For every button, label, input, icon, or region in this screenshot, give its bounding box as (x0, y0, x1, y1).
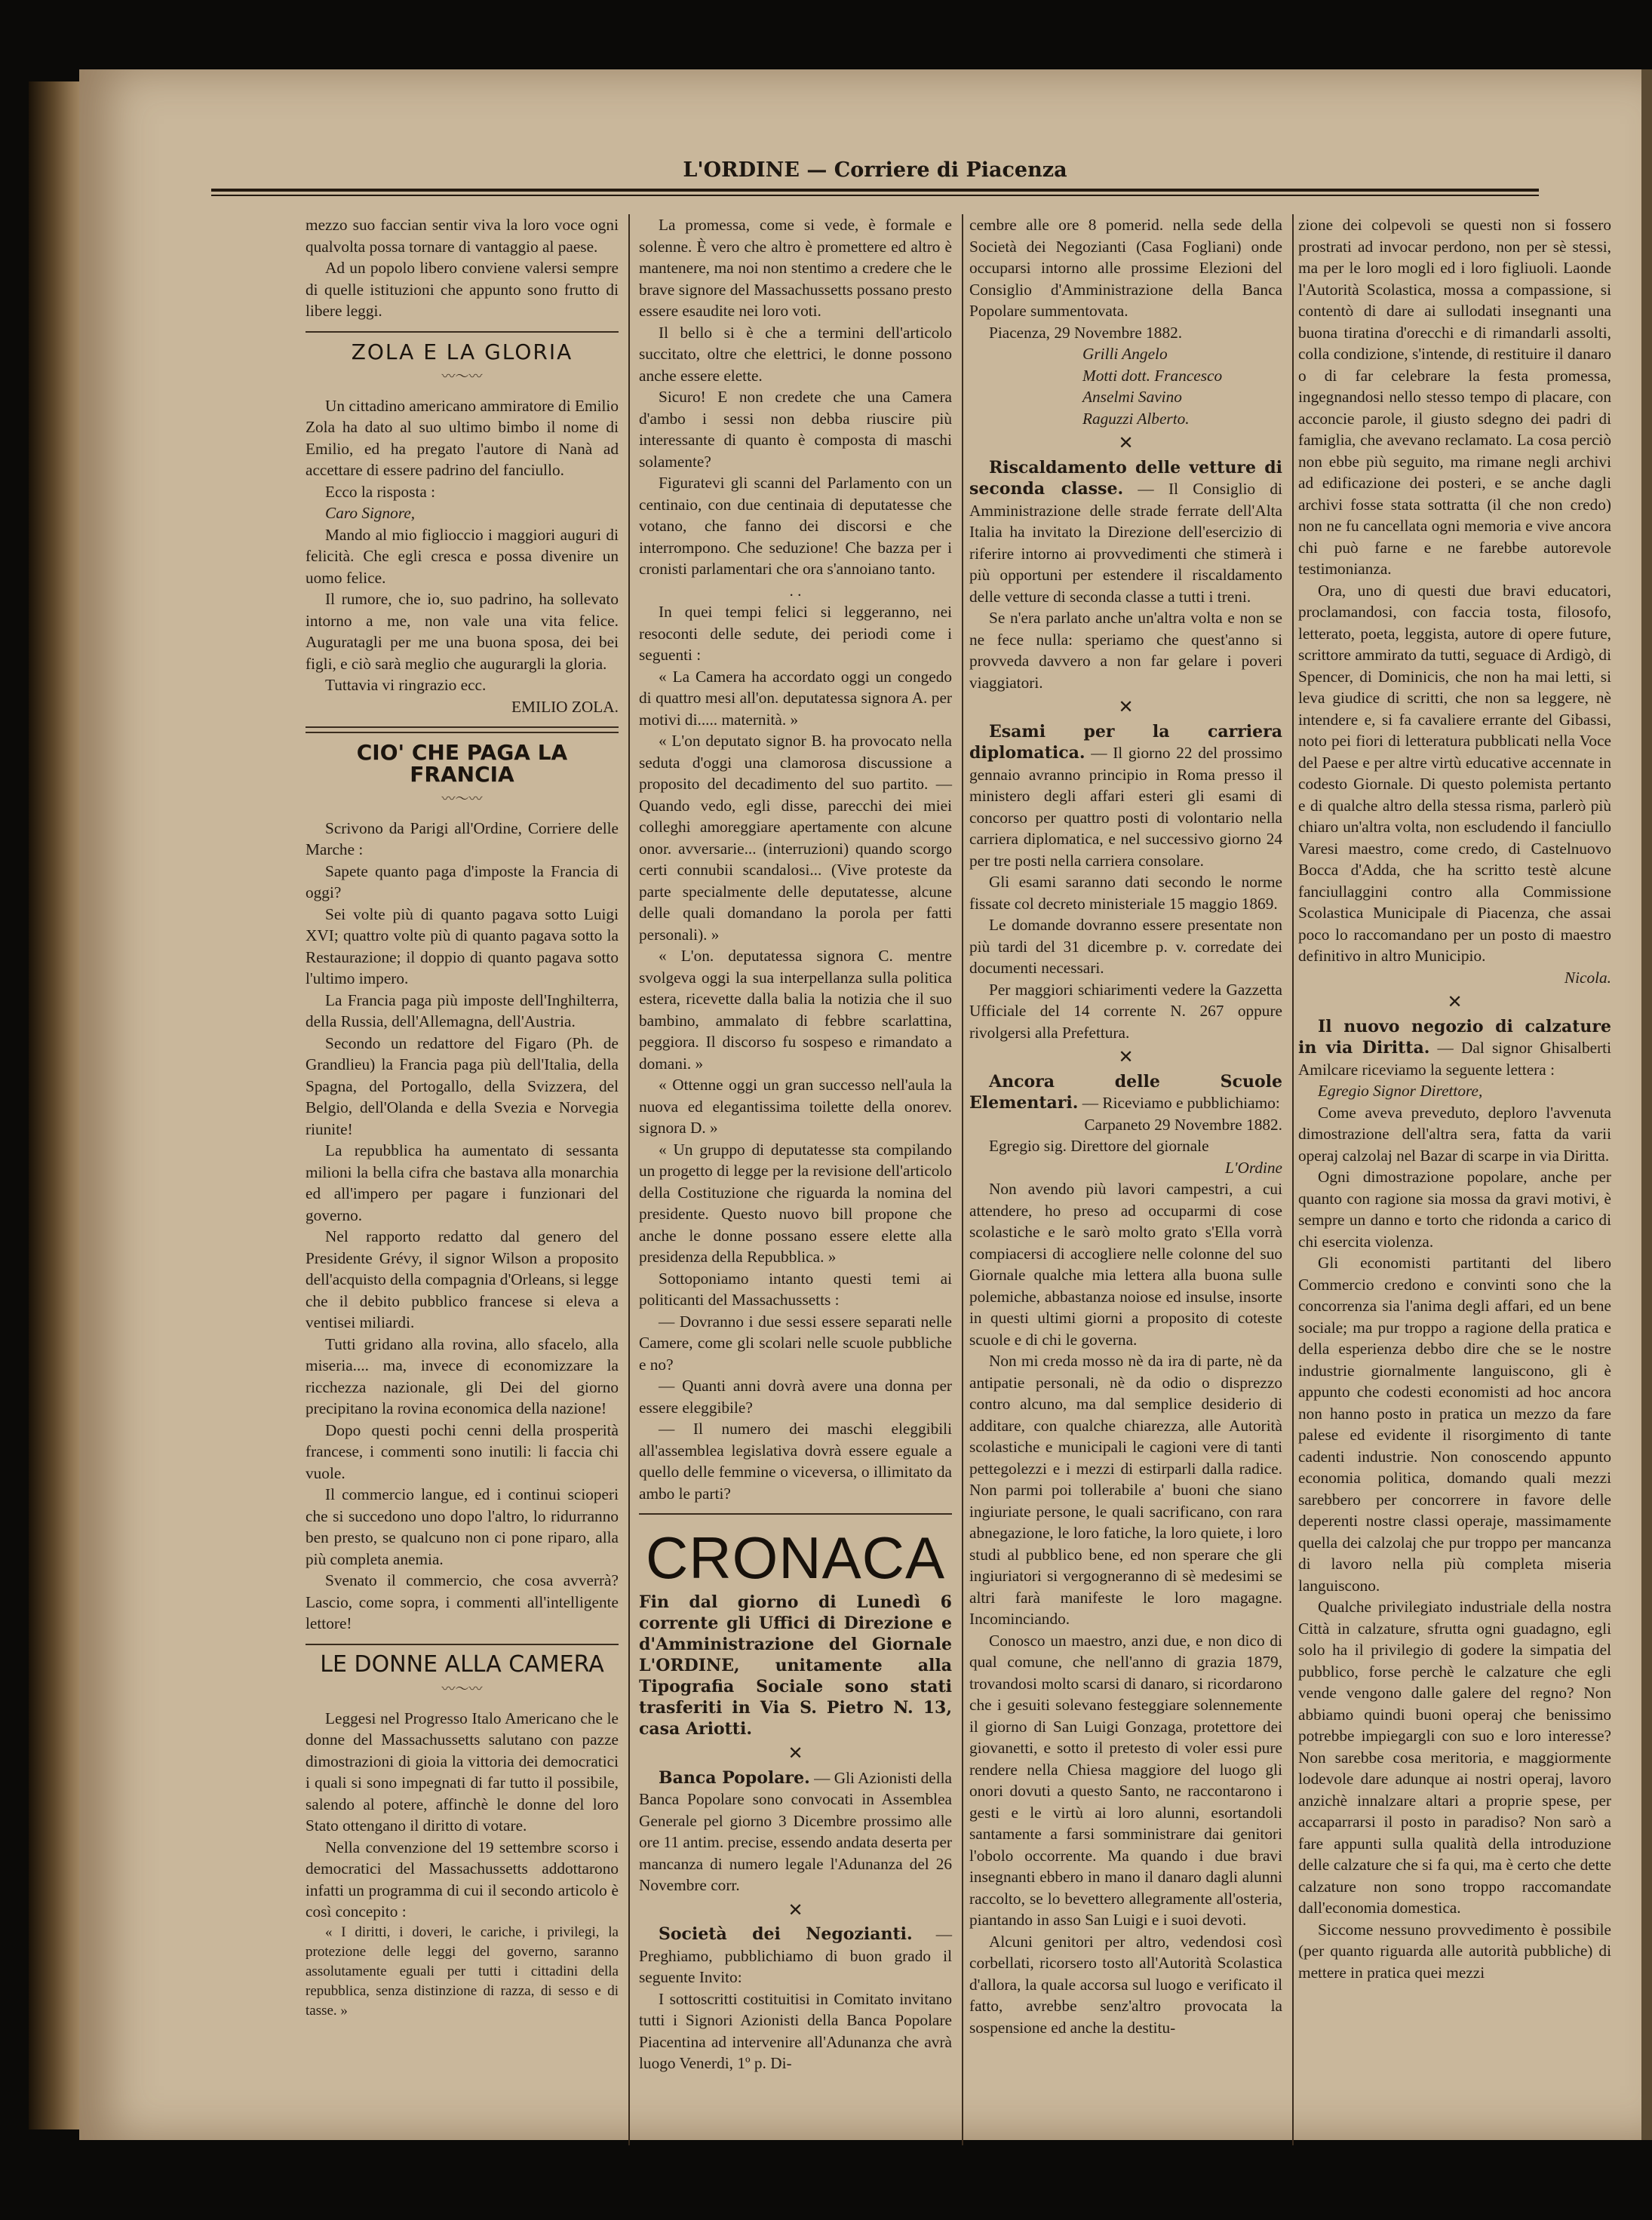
article-title-zola: ZOLA E LA GLORIA (351, 339, 573, 364)
paragraph: Nel rapporto redatto dal genero del Presidente Grévy, il signor Wilson a proposito dell'acquisto della compagnia d'Orleans, si legge che il debito pubblico francese si eleva a ventisei miliardi. (306, 1227, 619, 1331)
cronaca-heading: CRONACA (645, 1525, 946, 1591)
paragraph: « L'on. deputatessa signora C. mentre svolgeva oggi la sua interpellanza sulla politica estera, ricevette dalla balia la notizia che il suo bambino, ammalato di febbre scarlattina, peggiora. Il discorso fu sospeso e rimandato a domani. » (639, 947, 952, 1073)
paragraph: In quei tempi felici si leggeranno, nei resoconti delle sedute, dei periodi come i seguenti : (639, 603, 952, 664)
paragraph: I sottoscritti costituitisi in Comitato invitano tutti i Signori Azionisti della Banca Popolare Piacentina ad intervenire all'Adunanza che avrà luogo Venerdi, 1º p. Di- (639, 1989, 952, 2072)
cross-separator: ✕ (1118, 1046, 1134, 1067)
news-headline: Banca Popolare. (659, 1767, 810, 1788)
paragraph: Mando al mio figlioccio i maggiori auguri di felicità. Che egli cresca e possa divenire un uomo felice. (306, 525, 619, 587)
news-headline: Esami per la carriera diplomatica. (969, 721, 1282, 763)
divider (306, 331, 619, 333)
paragraph: Tuttavia vi ringrazio ecc. (325, 676, 487, 694)
paragraph: Sapete quanto paga d'imposte la Francia di oggi? (306, 861, 619, 901)
paragraph: Alcuni genitori per altro, vedendosi così corbellati, ricorsero tosto all'Autorità Scolastica d'allora, la quale accorsa sul luogo e verificato il fatto, avrebbe senz'altro provocata la sospensione ed anche la destitu- (969, 1932, 1282, 2037)
news-headline: Riscaldamento delle vetture di seconda classe. (969, 457, 1282, 499)
paragraph: Dopo questi pochi cenni della prosperità francese, i commenti sono inutili: li faccia chi vuole. (306, 1420, 619, 1482)
paragraph: Gli esami saranno dati secondo le norme fissate col decreto ministeriale 15 maggio 1869. (969, 873, 1282, 913)
cross-separator: ✕ (788, 1743, 803, 1764)
paragraph: Non mi creda mosso nè da ira di parte, nè da antipatie personali, nè da odio o disprezzo contro alcuno, ma dal semplice desiderio di additare, con qualche chiarezza, alle Autorità scolastiche e municipali le cagioni vere di tanti pettegolezzi e i mezzi di estirparli dalla radice. Non parmi poi tollerabile a' buoni che siano ingiuriate persone, le quali sacrificano, con rara abnegazione, le loro fatiche, la loro quiete, i loro studi al pubblico bene, ed non sperare che gli ingiuriatori si vergogneranno di sè medesimi se altri farà manifeste le loro magagne. Incominciando. (969, 1352, 1282, 1628)
news-text: — Il giorno 22 del prossimo gennaio avranno principio in Roma presso il ministero degli affari esteri gli esami di concorso per quattro posti di volontario nella carriera diplomatica, e nel successivo giorno 24 per tre posti nella carriera consolare. (969, 744, 1282, 870)
date-line: Piacenza, 29 Novembre 1882. (989, 323, 1183, 342)
paragraph: « Ottenne oggi un gran successo nell'aula la nuova ed elegantissima toilette della onorev. signora D. » (639, 1076, 952, 1137)
paragraph: Leggesi nel Progresso Italo Americano che le donne del Massachussetts salutano con pazze dimostrazioni di gioia la vittoria dei democratici i quali si sono impegnati di far tutto il possibile, salendo al potere, affinchè le donne del loro Stato ottengano il diritto di votare. (306, 1709, 619, 1835)
paragraph: « Un gruppo di deputatesse sta compilando un progetto di legge per la revisione dell'articolo della Costituzione che riguarda la nomina del presidente. Questo nuovo bill propone che anche le donne possano essere elette alla presidenza della Repubblica. » (639, 1140, 952, 1266)
paragraph: Siccome nessuno provvedimento è possibile (per quanto riguarda alle autorità pubbliche) di mettere in pratica quei mezzi (1298, 1920, 1611, 1982)
paragraph: La repubblica ha aumentato di sessanta milioni la bella cifra che bastava alla monarchia ed all'impero per pagare i funzionari del governo. (306, 1141, 619, 1224)
newspaper-name: L'Ordine (1225, 1158, 1282, 1177)
paragraph: Il rumore, che io, suo padrino, ha sollevato intorno a me, non vale una vita felice. Auguratagli per me una buona sposa, dei bei figli, e ciò sarà meglio che augurargli la gloria. (306, 590, 619, 673)
paragraph: « La Camera ha accordato oggi un congedo di quattro mesi all'on. deputatessa signora A. per motivi di..... maternità. » (639, 667, 952, 729)
cross-separator: ✕ (788, 1899, 803, 1921)
paragraph: Ora, uno di questi due bravi educatori, proclamandosi, con faccia tosta, filosofo, letterato, poeta, leggista, autore di opere future, scrittore ammirato da tutti, seguace di Ardigò, di Spencer, di Dominicis, che non ha mai letti, si leva giudice di scritti, che non sa leggere, nè intendere e, si fa cavaliere errante del Gibassi, noto pei fiori di letteratura pubblicati nella Voce del Paese e per altre virtù educative accennate in codesto Giornale. Di questo polemista pertanto e di qualche altro della stessa risma, parlerò più chiaro un'altra volta, non escludendo il fanciullo Varesi maestro, come credo, di Castelnuovo Bocca d'Adda, che ha scritto testè alcune fanciullaggini contro alla Commissione Scolastica Municipale di Piacenza, che assai poco lo raccomandano per un posto di maestro definitivo in altro Municipio. (1298, 581, 1611, 965)
paragraph: Conosco un maestro, anzi due, e non dico di qual comune, che nell'anno di grazia 1879, trovandosi molto scarsi di danaro, si ricordarono che i gesuiti solevano festeggiare solennemente il giorno di San Luigi Gonzaga, protettore dei giovanetti, e sotto il pretesto di voler essi pure rendere nella Chiesa maggiore del luogo gli onori dovuti a questo Santo, ne raccontarono i gesti e le virtù ai loro alunni, esortandoli santamente a farsi somministrare dai genitori l'obolo occorrente. Ma quando i due bravi insegnanti ebbero in mano il danaro dagli alunni raccolto, se lo bevettero allegramente all'osteria, piantando in asso San Luigi e i suoi devoti. (969, 1631, 1282, 1929)
paragraph: Svenato il commercio, che cosa avverrà? Lascio, come sopra, i commenti all'intelligente lettore! (306, 1571, 619, 1632)
signatory: Motti dott. Francesco (1082, 366, 1223, 385)
paragraph: Ogni dimostrazione popolare, anche per quanto con ragione sia mossa da gravi motivi, è sempre un danno e torto che ridonda a carico di chi esercita violenza. (1298, 1168, 1611, 1251)
signature: Nicola. (1564, 968, 1611, 987)
divider (306, 726, 619, 733)
article-title-donne: LE DONNE ALLA CAMERA (320, 1650, 604, 1678)
header-rule (211, 189, 1539, 192)
news-text: — Gli Azionisti della Banca Popolare sono convocati in Assemblea Generale pel giorno 3 Dicembre prossimo alle ore 11 antim. precise, essendo andata deserta per mancanza di numero legale l'Adunanza del 26 Novembre corr. (639, 1768, 952, 1894)
paragraph: Tutti gridano alla rovina, allo sfacelo, alla miseria.... ma, invece di economizzare la ricchezza nazionale, gli Dei del giorno precipitano la rovina economica della nazione! (306, 1334, 619, 1417)
paragraph: Nella convenzione del 19 settembre scorso i democratici del Massachussetts addottarono infatti un programma di cui il secondo articolo è così concepito : (306, 1838, 619, 1921)
paragraph: « I diritti, i doveri, le cariche, i privilegi, la protezione delle leggi del governo, saranno assolutamente eguali per tutti i cittadini della repubblica, senza distinzione di razza, di sesso e di tasse. » (306, 1924, 619, 2019)
column-separator (1292, 214, 1294, 2145)
flourish-ornament: 〰〜〰 (441, 1681, 483, 1696)
paragraph: Ad un popolo libero conviene valersi sempre di quelle istituzioni che appunto sono frutto di libere leggi. (306, 259, 619, 320)
column-1 (306, 214, 619, 2021)
paragraph: Per maggiori schiarimenti vedere la Gazzetta Ufficiale del 14 corrente N. 267 oppure rivolgersi alla Prefettura. (969, 980, 1282, 1042)
paragraph: — Dovranno i due sessi essere separati nelle Camere, come gli scolari nelle scuole pubbliche e no? (639, 1312, 952, 1374)
column-2 (639, 214, 952, 2074)
salutation: Egregio sig. Direttore del giornale (989, 1137, 1209, 1155)
news-text: — Preghiamo, pubblichiamo di buon grado il seguente Invito: (639, 1925, 952, 1986)
paragraph: Ecco la risposta : (325, 482, 436, 501)
paragraph: — Quanti anni dovrà avere una donna per essere eleggibile? (639, 1377, 952, 1417)
date-line: Carpaneto 29 Novembre 1882. (1084, 1115, 1282, 1134)
paragraph: Se n'era parlato anche un'altra volta e non se ne fece nulla: speriamo che quest'anno si provveda davvero a non far gelare i poveri viaggiatori. (969, 609, 1282, 692)
column-3 (969, 214, 1282, 2038)
news-headline: Società dei Negozianti. (659, 1924, 913, 1944)
column-separator (628, 214, 630, 2145)
divider (639, 1513, 952, 1515)
news-text: — Il Consiglio di Amministrazione delle strade ferrate dell'Alta Italia ha invitato la Direzione dell'esercizio di riferire intorno ai provvedimenti che stimerà i più opportuni per estendere il riscaldamento delle vetture di seconda classe a tutti i treni. (969, 480, 1282, 606)
flourish-ornament: 〰〜〰 (441, 369, 483, 384)
signatory: Anselmi Savino (1082, 388, 1182, 406)
cross-separator: ✕ (1118, 432, 1134, 453)
column-4 (1298, 214, 1611, 1983)
news-headline: Il nuovo negozio di calzature in via Diritta. (1298, 1016, 1611, 1058)
paragraph: cembre alle ore 8 pomerid. nella sede della Società dei Negozianti (Casa Fogliani) onde occuparsi intorno alle prossime Elezioni del Consiglio d'Amministrazione della Banca Popolare summentovata. (969, 216, 1282, 320)
news-text: — Riceviamo e pubblichiamo: (1078, 1094, 1280, 1112)
news-headline: Ancora delle Scuole Elementari. (969, 1071, 1282, 1113)
article-title-francia: CIO' CHE PAGA LA FRANCIA (356, 740, 568, 787)
relocation-notice: Fin dal giorno di Lunedì 6 corrente gli Uffici di Direzione e d'Amministrazione del Giornale L'ORDINE, unitamente alla Tipografia Sociale sono stati trasferiti in Via S. Pietro N. 13, casa Ariotti. (639, 1592, 952, 1739)
paragraph: La promessa, come si vede, è formale e solenne. È vero che altro è promettere ed altro è mantenere, ma noi non stentimo a credere che le brave signore del Massachussetts possano presto essere esaudite nei loro voti. (639, 216, 952, 320)
paragraph: La Francia paga più imposte dell'Inghilterra, della Russia, dell'Allemagna, dell'Austria. (306, 990, 619, 1030)
signatory: Raguzzi Alberto. (1082, 409, 1190, 428)
page-edge (1641, 69, 1652, 2140)
paragraph: Figuratevi gli scanni del Parlamento con un centinaio, con due centinaia di deputatesse che votano, che fanno dei discorsi e che interrompono. Che seduzione! Che bazza per i cronisti parlamentari che ora s'annoiano tanto. (639, 474, 952, 578)
paragraph: « L'on deputato signor B. ha provocato nella seduta d'oggi una clamorosa discussione a proposito del decadimento del suo partito. — Quando vedo, egli disse, parecchi dei miei colleghi amoreggiare apertamente con alcune onor. avversarie... (interruzioni) quando scorgo certi connubii scandalosi... (Vive proteste da parte specialmente delle deputatesse, alcune delle quali domandano la porola per fatti personali). » (639, 732, 952, 944)
paragraph: Qualche privilegiato industriale della nostra Città in calzature, sfrutta ogni guadagno, egli solo ha il privilegio di godere la simpatia del pubblico, forse perchè le calzature che egli vende vengono dalle galere del regno? Non abbiamo quindi buoni operaj che benissimo potrebbe impiegargli con suo e loro interesse? Non sarebbe cosa meritoria, e maggiormente lodevole dare adunque ai nostri operaj, lavoro anzichè innalzare altari a proprie spese, per accaparrarsi il posto in paradiso? Non sarò a fare appunti sulla qualità della introduzione delle calzature che si fa qui, ma è certo che dette calzature non sono troppo raccomandate dall'economia domestica. (1298, 1598, 1611, 1917)
header-rule-thin (211, 195, 1539, 196)
paragraph: Sei volte più di quanto pagava sotto Luigi XVI; quattro volte più di quanto pagava sotto la Restaurazione; il doppio di quanto pagava sotto l'ultimo impero. (306, 904, 619, 987)
paragraph: mezzo suo faccian sentir viva la loro voce ogni qualvolta possa tornare di vantaggio al paese. (306, 216, 619, 256)
flourish-ornament: 〰〜〰 (441, 791, 483, 806)
paragraph: Un cittadino americano ammiratore di Emilio Zola ha dato al suo ultimo bimbo il nome di Emilio, ed ha pregato l'autore di Nanà ad accettare di essere padrino del fanciullo. (306, 396, 619, 479)
paragraph: Scrivono da Parigi all'Ordine, Corriere delle Marche : (306, 818, 619, 858)
cross-separator: ✕ (1118, 696, 1134, 717)
signature: EMILIO ZOLA. (511, 697, 619, 716)
masthead: L'ORDINE — Corriere di Piacenza (683, 158, 1067, 182)
paragraph: Il commercio langue, ed i continui scioperi che si succedono uno dopo l'altro, lo ridurranno ben presto, se qualcuno non ci pone riparo, alla più completa anemia. (306, 1485, 619, 1568)
column-separator (962, 214, 963, 2145)
paragraph: — Il numero dei maschi eleggibili all'assemblea legislativa dovrà essere eguale a quello delle femmine o viceversa, o illimitato da ambo le parti? (639, 1420, 952, 1503)
paragraph: Gli economisti partitanti del libero Commercio credono e convinti sono che la concorrenza sia l'anima degli affari, ed un bene sociale; ma pur troppo a ragione della pratica e della esperienza debbo dire che se le nostre industrie giornalmente languiscono, gli è appunto che codesti economisti ad hoc ancora non hanno posto in pratica un mezzo da fare palese ed evidente il risorgimento di tante cadenti industrie. Non conoscendo appunto economia politica, domando quali mezzi sarebbero per concorrere in favore delle deperenti nostre classi operaje, massimamente quella dei calzolaj che pur troppo per mancanza di lavoro nella più completa miseria languiscono. (1298, 1254, 1611, 1595)
dots-separator: . . (789, 581, 802, 600)
paragraph: Sottoponiamo intanto questi temi ai politicanti del Massachussetts : (639, 1269, 952, 1309)
salutation: Caro Signore, (325, 504, 416, 522)
newspaper-page (79, 69, 1644, 2140)
paragraph: zione dei colpevoli se questi non si fossero prostrati ad invocar perdono, non per sè stessi, ma per le loro mogli ed i loro figliuoli. Laonde l'Autorità Scolastica, mossa a compassione, si contentò di dare ai sullodati insegnanti una buona tiratina d'orecchi e di rimandarli assolti, colla condizione, s'intende, di restituire il danaro o di far celebrare la festa promessa, ingegnandosi nello stesso tempo di placare, con acconcie parole, il giusto sdegno dei padri di famiglia, che avevano reclamato. La cosa perciò non ebbe più seguito, ma rimane negli archivi ad edificazione dei posteri, e se anche dagli archivi fosse stata sottratta (il che non credo) non ne fu cancellata ogni memoria e vive ancora chi può farne e ne farebbe autorevole testimonianza. (1298, 216, 1611, 578)
paragraph: Come aveva preveduto, deploro l'avvenuta dimostrazione dell'altra sera, fatta da varii operaj calzolaj nel Bazar di scarpe in via Diritta. (1298, 1103, 1611, 1165)
paragraph: Le domande dovranno essere presentate non più tardi del 31 dicembre p. v. corredate dei documenti necessari. (969, 916, 1282, 977)
paragraph: Secondo un redattore del Figaro (Ph. de Grandlieu) la Francia paga più dell'Italia, della Spagna, del Portogallo, della Svizzera, del Belgio, dell'Olanda e della Svezia e Norvegia riunite! (306, 1033, 619, 1138)
paragraph: Sicuro! E non credete che una Camera d'ambo i sessi non debba riuscire più interessante di quanto è composta di maschi solamente? (639, 388, 952, 471)
paragraph: Non avendo più lavori campestri, a cui attendere, ho preso ad occuparmi di cose scolastiche e le sarò molto grato s'Ella vorrà compiacersi di accogliere nelle colonne del suo Giornale qualche mia lettera alla buona sulle polemiche, abbastanza noiose ed insulse, insorte in questi ultimi giorni a proposito di coteste scuole e di chi le governa. (969, 1180, 1282, 1349)
paragraph: Il bello si è che a termini dell'articolo succitato, oltre che elettrici, le donne possono anche essere elette. (639, 323, 952, 385)
signatory: Grilli Angelo (1082, 345, 1168, 363)
cross-separator: ✕ (1447, 991, 1463, 1012)
salutation: Egregio Signor Direttore, (1318, 1082, 1483, 1100)
divider (306, 1644, 619, 1645)
news-text: — Dal signor Ghisalberti Amilcare riceviamo la seguente lettera : (1298, 1039, 1611, 1079)
